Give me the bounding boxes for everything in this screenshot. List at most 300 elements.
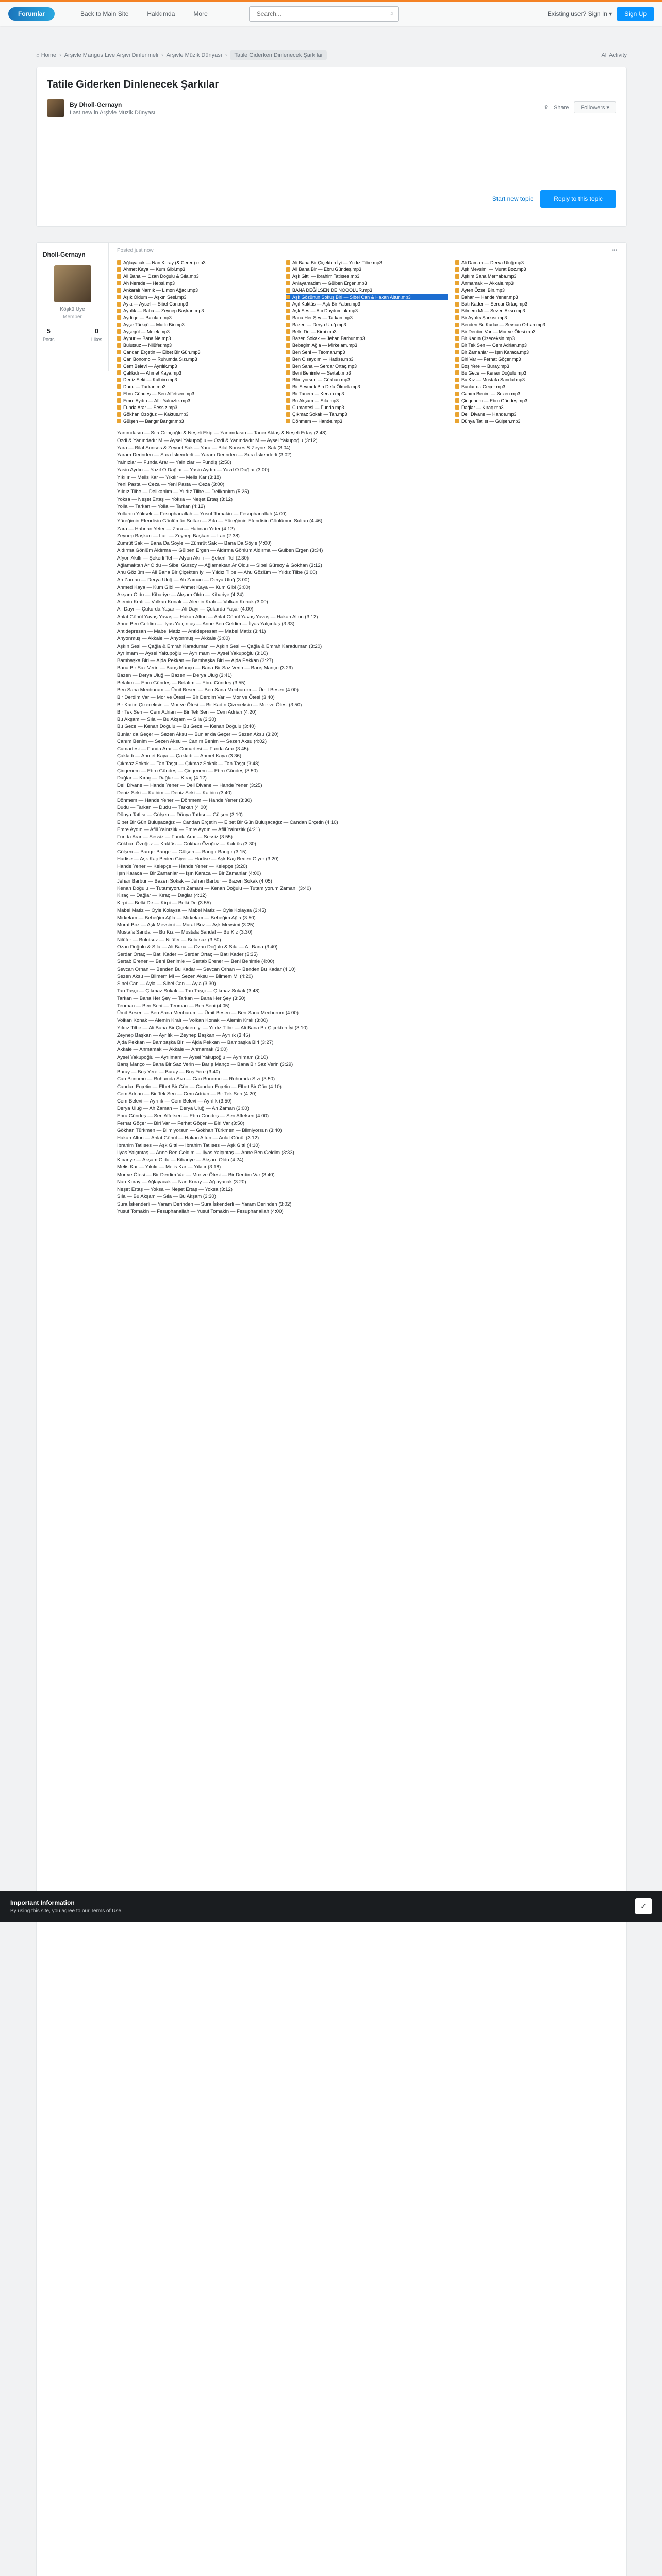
file-item[interactable] — [117, 383, 279, 390]
stat-posts — [43, 327, 55, 343]
audio-file-icon — [117, 323, 121, 327]
file-item[interactable] — [455, 280, 617, 286]
audio-file-icon — [117, 329, 121, 334]
topic-actions — [492, 190, 616, 208]
file-item[interactable] — [455, 266, 617, 273]
file-item[interactable] — [286, 273, 448, 280]
file-name: Aynur — Bana Ne.mp3 — [123, 335, 171, 341]
track-line: Bir Tek Sen — Cem Adrian — Bir Tek Sen — Cem Adrian (4:20) — [117, 709, 257, 715]
audio-file-icon — [455, 302, 459, 307]
track-line: Gökhan Özoğuz — Kaktüs — Gökhan Özoğuz — Kaktüs (3:30) — [117, 841, 256, 848]
sidebar-author-name[interactable]: Dholl-Gernayn — [43, 251, 86, 258]
file-item[interactable] — [286, 383, 448, 390]
track-line: Derya Uluğ — Ah Zaman — Derya Uluğ — Ah Zaman (3:00) — [117, 1106, 249, 1112]
track-line: Yasin Aydın — Yazıl O Dağlar — Yasin Aydın — Yazıl O Dağlar (3:00) — [117, 467, 269, 473]
audio-file-icon — [455, 364, 459, 368]
track-line: Yolla — Tarkan — Yolla — Tarkan (4:12) — [117, 503, 205, 510]
audio-file-icon — [117, 315, 121, 320]
track-line: Sevcan Orhan — Benden Bu Kadar — Sevcan Orhan — Benden Bu Kadar (4:10) — [117, 966, 296, 972]
track-line: Yıkılır — Melis Kar — Yıkılır — Melis Kar (3:18) — [117, 474, 221, 480]
post-card — [36, 242, 627, 2576]
sign-up-button[interactable]: Sign Up — [617, 7, 654, 21]
file-item[interactable] — [286, 308, 448, 314]
audio-file-icon — [117, 274, 121, 279]
track-line: Bir Kadın Çizeceksin — Mor ve Ötesi — Bir Kadın Çizeceksin — Mor ve Ötesi (3:50) — [117, 702, 302, 708]
file-item[interactable] — [455, 404, 617, 411]
file-name: Bilmem Mi — Sezen Aksu.mp3 — [461, 308, 525, 314]
file-name: Bunlar da Geçer.mp3 — [461, 384, 506, 389]
track-line: Cem Adrian — Bir Tek Sen — Cem Adrian — Bir Tek Sen (4:20) — [117, 1091, 257, 1097]
audio-file-icon — [117, 309, 121, 313]
file-item[interactable] — [286, 321, 448, 328]
file-item[interactable] — [117, 300, 279, 307]
file-item[interactable] — [117, 294, 279, 300]
track-line: Dünya Tatlısı — Gülşen — Dünya Tatlısı — Gülşen (3:10) — [117, 812, 243, 818]
audio-file-icon — [286, 364, 290, 368]
audio-file-icon — [117, 336, 121, 341]
file-item[interactable] — [117, 308, 279, 314]
track-line: Akşam Oldu — Kibariye — Akşam Oldu — Kibariye (4:24) — [117, 591, 244, 598]
track-line: Ahu Gözlüm — Ali Bana Bir Çiçekten İyi — Yıldız Tilbe — Ahu Gözlüm — Yıldız Tilbe (3:00) — [117, 570, 317, 576]
file-item[interactable] — [455, 418, 617, 425]
file-item[interactable] — [286, 377, 448, 383]
banner-text: By using this site, you agree to our Terms of Use. — [10, 1908, 123, 1914]
file-name: Candan Erçetin — Elbet Bir Gün.mp3 — [123, 349, 201, 355]
track-line: Yara — Bilal Sonses & Zeynel Sak — Yara — Bilal Sonses & Zeynel Sak (3:04) — [117, 445, 291, 451]
audio-file-icon — [455, 419, 459, 423]
audio-file-icon — [286, 336, 290, 341]
file-name: Canım Benim — Sezen.mp3 — [461, 391, 521, 397]
file-item[interactable] — [455, 369, 617, 376]
file-name: Çakkıdı — Ahmet Kaya.mp3 — [123, 370, 182, 376]
track-line: Mabel Matiz — Öyle Kolaysa — Mabel Matiz — Öyle Kolaysa (3:45) — [117, 907, 266, 913]
audio-file-icon — [455, 398, 459, 403]
audio-file-icon — [455, 357, 459, 362]
track-line: Dağlar — Kıraç — Dağlar — Kıraç (4:12) — [117, 775, 207, 782]
track-line: Hadise — Aşk Kaç Beden Giyer — Hadise — Aşk Kaç Beden Giyer (3:20) — [117, 856, 279, 862]
track-line: Bu Akşam — Sıla — Bu Akşam — Sıla (3:30) — [117, 717, 216, 723]
file-name: BANA DEĞİLSEN DE NOOOLUR.mp3 — [292, 287, 373, 293]
track-line: Mirkelam — Bebeğim Ağla — Mirkelam — Bebeğim Ağla (3:50) — [117, 914, 256, 921]
audio-file-icon — [455, 405, 459, 410]
file-item[interactable] — [117, 404, 279, 411]
track-line: Antidepresan — Mabel Matiz — Antidepresan — Mabel Matiz (3:41) — [117, 629, 266, 635]
site-logo[interactable] — [8, 7, 70, 21]
track-line: Barış Manço — Bana Bir Saz Verin — Barış Manço — Bana Bir Saz Verin (3:29) — [117, 1061, 293, 1067]
breadcrumb-home-icon[interactable]: ⌂ — [36, 52, 41, 58]
audio-file-icon — [455, 288, 459, 293]
file-name: Cem Belevi — Ayrılık.mp3 — [123, 363, 177, 369]
track-line: Melis Kar — Yıkılır — Melis Kar — Yıkılır (3:18) — [117, 1164, 221, 1171]
stat-likes — [91, 327, 102, 343]
track-line: Cem Belevi — Ayrılık — Cem Belevi — Ayrılık (3:50) — [117, 1098, 232, 1105]
file-name: Ali Bana — Ozan Doğulu & Sıla.mp3 — [123, 274, 199, 279]
file-name: Aşk Gitti — İbrahim Tatlıses.mp3 — [292, 274, 360, 279]
track-line: Volkan Konak — Alemin Kralı — Volkan Konak — Alemin Kralı (3:00) — [117, 1018, 268, 1024]
file-name: Aşk Mevsimi — Murat Boz.mp3 — [461, 267, 526, 273]
track-line: Deniz Seki — Kalbim — Deniz Seki — Kalbim (3:40) — [117, 790, 232, 796]
all-activity-link[interactable]: All Activity — [601, 52, 627, 58]
file-name: Ali Bana Bir — Ebru Gündeş.mp3 — [292, 267, 362, 273]
file-item[interactable] — [455, 314, 617, 321]
file-name: Bir Kadın Çizeceksin.mp3 — [461, 335, 515, 341]
audio-file-icon — [117, 267, 121, 272]
chevron-right-icon: › — [161, 52, 163, 58]
track-line: Deli Divane — Hande Yener — Deli Divane — Hande Yener (3:25) — [117, 783, 262, 789]
file-item[interactable] — [455, 397, 617, 404]
file-name: Boş Yere — Buray.mp3 — [461, 363, 509, 369]
file-name: Aşkım Sana Merhaba.mp3 — [461, 274, 517, 279]
file-item[interactable] — [455, 335, 617, 342]
track-line: Buray — Boş Yere — Buray — Boş Yere (3:40) — [117, 1069, 220, 1075]
audio-file-icon — [117, 288, 121, 293]
track-list — [117, 430, 617, 1215]
track-line: Kirpi — Belki De — Kirpi — Belki De (3:55) — [117, 900, 211, 906]
file-item[interactable] — [117, 273, 279, 280]
share-icon[interactable]: ⇪ — [543, 105, 549, 111]
stat-label: Posts — [43, 337, 55, 342]
track-line: Anyonmuş — Akkale — Anyonmuş — Akkale (3:00) — [117, 636, 230, 642]
file-name: Ebru Gündeş — Sen Affetsen.mp3 — [123, 391, 194, 397]
post-menu-icon[interactable]: ••• — [611, 248, 617, 253]
author-role: Köşkü Üye — [60, 307, 85, 312]
audio-file-icon — [117, 343, 121, 348]
track-line: Sibel Can — Ayla — Sibel Can — Ayla (3:30) — [117, 981, 216, 987]
file-item[interactable] — [117, 314, 279, 321]
audio-file-icon — [286, 350, 290, 354]
breadcrumb-current: Tatile Giderken Dinlenecek Şarkılar — [230, 50, 327, 60]
file-name: Bu Gece — Kenan Doğulu.mp3 — [461, 370, 527, 376]
audio-file-icon — [117, 370, 121, 375]
track-line: Aşkın Sesi — Çağla & Emrah Karaduman — Aşkın Sesi — Çağla & Emrah Karaduman (3:20) — [117, 643, 322, 649]
track-line: Zümrüt Sak — Bana Da Söyle — Zümrüt Sak — Bana Da Söyle (4:00) — [117, 540, 272, 547]
file-item[interactable] — [117, 266, 279, 273]
file-name: Bahar — Hande Yener.mp3 — [461, 294, 518, 300]
audio-file-icon — [286, 370, 290, 375]
sign-in-link[interactable]: Existing user? Sign In ▾ — [547, 10, 613, 18]
file-name: Cumartesi — Funda.mp3 — [292, 404, 344, 410]
file-item[interactable] — [286, 411, 448, 418]
audio-file-icon — [117, 419, 121, 423]
file-item[interactable] — [455, 377, 617, 383]
track-line: Serdar Ortaç — Batı Kader — Serdar Ortaç — Batı Kader (3:35) — [117, 952, 258, 958]
track-line: Yaram Derinden — Sura İskenderli — Yaram Derinden — Sura İskenderli (3:02) — [117, 452, 292, 459]
audio-file-icon — [455, 370, 459, 375]
track-line: Murat Boz — Aşk Mevsimi — Murat Boz — Aşk Mevsimi (3:25) — [117, 922, 255, 928]
file-item[interactable] — [286, 300, 448, 307]
track-line: Sezen Aksu — Bilmem Mi — Sezen Aksu — Bilmem Mi (4:20) — [117, 973, 253, 979]
file-name: Bana Her Şey — Tarkan.mp3 — [292, 315, 353, 320]
file-item[interactable] — [286, 363, 448, 369]
file-item[interactable] — [117, 259, 279, 266]
file-name: Aşk Ses — Acı Duydumluk.mp3 — [292, 308, 358, 314]
file-item[interactable] — [455, 321, 617, 328]
track-line: Gülşen — Bangır Bangır — Gülşen — Bangır Bangır (3:15) — [117, 849, 247, 855]
file-name: Bir Derdim Var — Mor ve Ötesi.mp3 — [461, 329, 536, 334]
audio-file-icon — [455, 343, 459, 348]
file-item[interactable] — [455, 349, 617, 355]
track-line: Işın Karaca — Bir Zamanlar — Işın Karaca — Bir Zamanlar (4:00) — [117, 871, 261, 877]
file-name: Emre Aydın — Afili Yalnızlık.mp3 — [123, 398, 191, 403]
follow-button[interactable]: Followers ▾ — [574, 101, 616, 113]
track-line: Dudu — Tarkan — Dudu — Tarkan (4:00) — [117, 805, 208, 811]
audio-file-icon — [286, 281, 290, 285]
audio-file-icon — [455, 412, 459, 417]
file-item[interactable] — [286, 355, 448, 362]
file-name: Funda Arar — Sessiz.mp3 — [123, 404, 178, 410]
file-item[interactable] — [455, 300, 617, 307]
topic-header-card — [36, 67, 627, 227]
file-item[interactable] — [286, 280, 448, 286]
audio-file-icon — [286, 398, 290, 403]
file-name: Anmamak — Akkale.mp3 — [461, 280, 514, 286]
stat-value: 5 — [46, 327, 51, 335]
start-new-topic-link[interactable]: Start new topic — [492, 195, 534, 202]
author-name[interactable]: By Dholl-Gernayn — [70, 100, 122, 108]
file-item[interactable] — [286, 418, 448, 425]
track-line: Çingenem — Ebru Gündeş — Çingenem — Ebru Gündeş (3:50) — [117, 768, 258, 774]
file-item[interactable] — [455, 383, 617, 390]
nav-link-main-site[interactable]: Back to Main Site — [80, 10, 129, 18]
file-name: Ali Damarı — Derya Uluğ.mp3 — [461, 260, 524, 265]
file-name: Aşk Gözünün Sokuş Biri — Sibel Can & Hakan Altun.mp3 — [292, 294, 411, 300]
file-name: Çıkmaz Sokak — Tan.mp3 — [292, 412, 347, 417]
file-item[interactable] — [117, 418, 279, 425]
track-line: Ferhat Göçer — Biri Var — Ferhat Göçer — Biri Var (3:50) — [117, 1120, 245, 1126]
file-item[interactable] — [455, 390, 617, 397]
track-line: Candan Erçetin — Elbet Bir Gün — Candan Erçetin — Elbet Bir Gün (4:10) — [117, 1083, 282, 1090]
audio-file-icon — [117, 302, 121, 307]
file-name: Benden Bu Kadar — Sevcan Orhan.mp3 — [461, 322, 545, 328]
track-line: Ben Sana Mecburum — Ümit Besen — Ben Sana Mecburum — Ümit Besen (4:00) — [117, 687, 299, 693]
audio-file-icon — [455, 350, 459, 354]
track-line: Ebru Gündeş — Sen Affetsen — Ebru Gündeş — Sen Affetsen (4:00) — [117, 1113, 269, 1119]
file-item[interactable] — [455, 328, 617, 335]
file-name: Bulutsuz — Nilüfer.mp3 — [123, 343, 172, 348]
file-name: Biri Var — Ferhat Göçer.mp3 — [461, 357, 521, 362]
share-button[interactable]: Share — [553, 104, 569, 111]
track-line: Bana Bir Saz Verin — Barış Manço — Bana Bir Saz Verin — Barış Manço (3:29) — [117, 665, 293, 671]
file-item[interactable] — [286, 404, 448, 411]
track-line: Yanımdasın — Sıla Gençoğlu & Neşeli Ekip — Yanımdasın — Taner Aktaş & Neşeli Ertaş (2:48) — [117, 430, 327, 436]
file-name: Ayşe Türkçü — Mutlu Bir.mp3 — [123, 322, 185, 328]
file-name: Bir Tek Sen — Cem Adrian.mp3 — [461, 343, 527, 348]
audio-file-icon — [286, 419, 290, 423]
file-item[interactable] — [117, 363, 279, 369]
file-item[interactable] — [455, 363, 617, 369]
track-line: Alemin Kralı — Volkan Konak — Alemin Kralı — Volkan Konak (3:00) — [117, 599, 268, 605]
file-name: Bir Ayrılık Şarkısı.mp3 — [461, 315, 507, 320]
audio-file-icon — [117, 260, 121, 265]
audio-file-icon — [455, 392, 459, 396]
file-item[interactable] — [117, 369, 279, 376]
file-name: Ayrılık — Baba — Zeynep Başkan.mp3 — [123, 308, 204, 314]
search-input[interactable] — [257, 10, 390, 18]
track-line: Sertab Erener — Beni Benimle — Sertab Erener — Beni Benimle (4:00) — [117, 959, 275, 965]
file-item[interactable] — [455, 342, 617, 349]
file-item[interactable] — [117, 328, 279, 335]
file-item[interactable] — [455, 287, 617, 294]
audio-file-icon — [117, 357, 121, 362]
track-line: Tarkan — Bana Her Şey — Tarkan — Bana Her Şey (3:50) — [117, 995, 246, 1002]
track-line: Yollarım Yüksek — Fesuphanallah — Yusuf Tomakin — Fesuphanallah (4:00) — [117, 511, 287, 517]
track-line: Hande Yener — Kelepçe — Hande Yener — Kelepçe (3:20) — [117, 863, 247, 870]
file-item[interactable] — [117, 349, 279, 355]
file-item[interactable] — [117, 280, 279, 286]
audio-file-icon — [455, 323, 459, 327]
file-item[interactable] — [286, 369, 448, 376]
file-item[interactable] — [286, 390, 448, 397]
audio-file-icon — [455, 329, 459, 334]
avatar[interactable] — [47, 99, 64, 117]
audio-file-icon — [286, 378, 290, 382]
track-line: Yoksa — Neşet Ertaş — Yoksa — Neşet Ertaş (3:12) — [117, 496, 233, 502]
file-name: Aşık Oldum — Aşkın Sesi.mp3 — [123, 294, 187, 300]
audio-file-icon — [286, 384, 290, 389]
track-line: Bu Gece — Kenan Doğulu — Bu Gece — Kenan Doğulu (3:40) — [117, 724, 256, 730]
file-name: Deli Divane — Hande.mp3 — [461, 412, 517, 417]
file-item[interactable] — [455, 259, 617, 266]
audio-file-icon — [286, 405, 290, 410]
audio-file-icon — [286, 329, 290, 334]
file-item[interactable] — [455, 294, 617, 300]
track-line: Çakkıdı — Ahmet Kaya — Çakkıdı — Ahmet Kaya (3:36) — [117, 753, 242, 759]
chevron-right-icon: › — [225, 52, 227, 58]
audio-file-icon — [117, 281, 121, 285]
track-line: Cumartesi — Funda Arar — Cumartesi — Funda Arar (3:45) — [117, 746, 249, 752]
file-item[interactable] — [455, 411, 617, 418]
track-line: Bir Derdim Var — Mor ve Ötesi — Bir Derdim Var — Mor ve Ötesi (3:40) — [117, 694, 275, 701]
track-line: Canım Benim — Sezen Aksu — Canım Benim — Sezen Aksu (4:02) — [117, 738, 267, 744]
track-line: Yalnızlar — Funda Arar — Yalnızlar — Fundiş (2:50) — [117, 460, 231, 466]
file-name: Gökhan Özoğuz — Kaktüs.mp3 — [123, 412, 189, 417]
reply-button[interactable]: Reply to this topic — [540, 190, 616, 208]
banner-accept-button[interactable]: ✓ — [635, 1898, 652, 1914]
file-item[interactable] — [117, 377, 279, 383]
top-nav-links — [80, 10, 208, 18]
file-name: Çingenem — Ebru Gündeş.mp3 — [461, 398, 528, 403]
file-item[interactable] — [455, 308, 617, 314]
track-line: Kibariye — Akşam Oldu — Kibariye — Akşam Oldu (4:24) — [117, 1157, 244, 1163]
file-name: Bazen Sokak — Jehan Barbur.mp3 — [292, 335, 365, 341]
breadcrumb-item[interactable]: Arşivle Mangus Live Arşivi Dinlenmeli — [64, 52, 158, 58]
file-item[interactable] — [117, 355, 279, 362]
track-line: Elbet Bir Gün Buluşacağız — Candan Erçetin — Elbet Bir Gün Buluşacağız — Candan Erçetin (4:10) — [117, 819, 338, 825]
file-item[interactable] — [286, 342, 448, 349]
file-item[interactable] — [286, 294, 448, 300]
breadcrumb-item[interactable]: Arşivle Müzik Dünyası — [166, 52, 222, 58]
file-item[interactable] — [117, 411, 279, 418]
post-date: Posted just now — [117, 248, 154, 253]
file-item[interactable] — [286, 349, 448, 355]
track-line: Akkale — Anmamak — Akkale — Anmamak (3:00) — [117, 1047, 228, 1053]
track-line: Sura İskenderli — Yaram Derinden — Sura İskenderli — Yaram Derinden (3:02) — [117, 1201, 292, 1207]
account-area — [548, 7, 654, 21]
track-line: Nilüfer — Bulutsuz — Nilüfer — Bulutsuz (3:50) — [117, 937, 221, 943]
file-item[interactable] — [117, 390, 279, 397]
file-item[interactable] — [286, 287, 448, 294]
track-line: Yıldız Tilbe — Ali Bana Bir Çiçekten İyi — Yıldız Tilbe — Ali Bana Bir Çiçekten İyi (3:10) — [117, 1025, 308, 1031]
file-name: Bu Kız — Mustafa Sandal.mp3 — [461, 377, 525, 383]
track-line: Can Bonomo — Ruhumda Sızı — Can Bonomo — Ruhumda Sızı (3:50) — [117, 1076, 275, 1082]
file-item[interactable] — [117, 335, 279, 342]
audio-file-icon — [286, 412, 290, 417]
track-line: Zeynep Başkan — Ayrılık — Zeynep Başkan — Ayrılık (3:45) — [117, 1032, 250, 1038]
track-line: Ahmed Kaya — Kum Gibi — Ahmet Kaya — Kum Gibi (3:00) — [117, 584, 251, 590]
track-line: Nan Koray — Ağlayacak — Nan Koray — Ağlayacak (3:20) — [117, 1179, 246, 1185]
file-name: Batı Kader — Serdar Ortaç.mp3 — [461, 301, 528, 307]
track-line: Ozdi & Yanındadır M — Aysel Yakupoğlu — Özdi & Yanındadır M — Aysel Yakupoğlu (3:12) — [117, 437, 318, 444]
audio-file-icon — [117, 295, 121, 299]
file-name: Dudu — Tarkan.mp3 — [123, 384, 166, 389]
author-stats — [43, 327, 102, 343]
author-subtitle: Last new in Arşivle Müzik Dünyası — [70, 109, 156, 116]
file-item[interactable] — [455, 355, 617, 362]
logo-badge[interactable]: Forumlar — [8, 7, 55, 21]
track-line: Bazen — Derya Uluğ — Bazen — Derya Uluğ (3:41) — [117, 672, 232, 679]
file-name: Ah Nerede — Hepsi.mp3 — [123, 280, 175, 286]
stat-label: Likes — [91, 337, 102, 342]
file-item[interactable] — [117, 342, 279, 349]
file-name: Ben Olsaydım — Hadise.mp3 — [292, 357, 354, 362]
track-line: Ayrılmam — Aysel Yakupoğlu — Ayrılmam — Aysel Yakupoğlu (3:10) — [117, 650, 268, 656]
file-item[interactable] — [286, 314, 448, 321]
search-icon[interactable]: ⌕ — [390, 10, 394, 17]
file-item[interactable] — [117, 397, 279, 404]
file-name: Açıl Kaktüs — Aşk Bir Yalan.mp3 — [292, 301, 360, 307]
file-name: Anlayamadım — Gülben Ergen.mp3 — [292, 280, 367, 286]
file-item[interactable] — [117, 321, 279, 328]
audio-file-icon — [455, 384, 459, 389]
audio-file-icon — [455, 378, 459, 382]
audio-file-icon — [286, 260, 290, 265]
file-item[interactable] — [286, 335, 448, 342]
file-name: Ayla — Aysel — Sibel Can.mp3 — [123, 301, 188, 307]
track-line: Neşet Ertaş — Yoksa — Neşet Ertaş — Yoksa (3:12) — [117, 1187, 233, 1193]
stat-value: 0 — [94, 327, 99, 335]
nav-link-more[interactable]: More — [193, 10, 208, 18]
audio-file-icon — [455, 260, 459, 265]
important-info-banner — [0, 1891, 662, 1922]
audio-file-icon — [286, 267, 290, 272]
file-name: Bir Sevmek Bin Defa Ölmek.mp3 — [292, 384, 360, 389]
file-name: Aydilge — Bazıları.mp3 — [123, 315, 172, 320]
nav-link-about[interactable]: Hakkımda — [147, 10, 175, 18]
file-item[interactable] — [455, 273, 617, 280]
breadcrumb-item[interactable]: Home — [41, 52, 57, 58]
file-item[interactable] — [286, 397, 448, 404]
search-box[interactable] — [249, 6, 399, 22]
file-item[interactable] — [286, 259, 448, 266]
track-line: Kıraç — Dağlar — Kıraç — Dağlar (4:12) — [117, 893, 207, 899]
track-line: Aysel Yakupoğlu — Ayrılmam — Aysel Yakupoğlu — Ayrılmam (3:10) — [117, 1054, 268, 1060]
audio-file-icon — [455, 315, 459, 320]
audio-file-icon — [455, 336, 459, 341]
file-name: Ben Seni — Teoman.mp3 — [292, 349, 345, 355]
avatar[interactable] — [54, 265, 91, 302]
file-item[interactable] — [286, 266, 448, 273]
file-item[interactable] — [117, 287, 279, 294]
file-name: Bir Zamanlar — Işın Karaca.mp3 — [461, 349, 529, 355]
track-line: Kenan Doğulu — Tutamıyorum Zamanı — Kenan Doğulu — Tutamıyorum Zamanı (3:40) — [117, 885, 311, 891]
file-name: Deniz Seki — Kalbim.mp3 — [123, 377, 177, 383]
file-item[interactable] — [286, 328, 448, 335]
file-name: Dönmem — Hande.mp3 — [292, 418, 343, 424]
track-line: İbrahim Tatlıses — Aşk Gitti — İbrahim Tatlıses — Aşk Gitti (4:10) — [117, 1142, 260, 1148]
file-name: Bebeğim Ağla — Mirkelam.mp3 — [292, 343, 358, 348]
audio-file-icon — [286, 274, 290, 279]
track-line: Dönmem — Hande Yener — Dönmem — Hande Yener (3:30) — [117, 797, 252, 803]
